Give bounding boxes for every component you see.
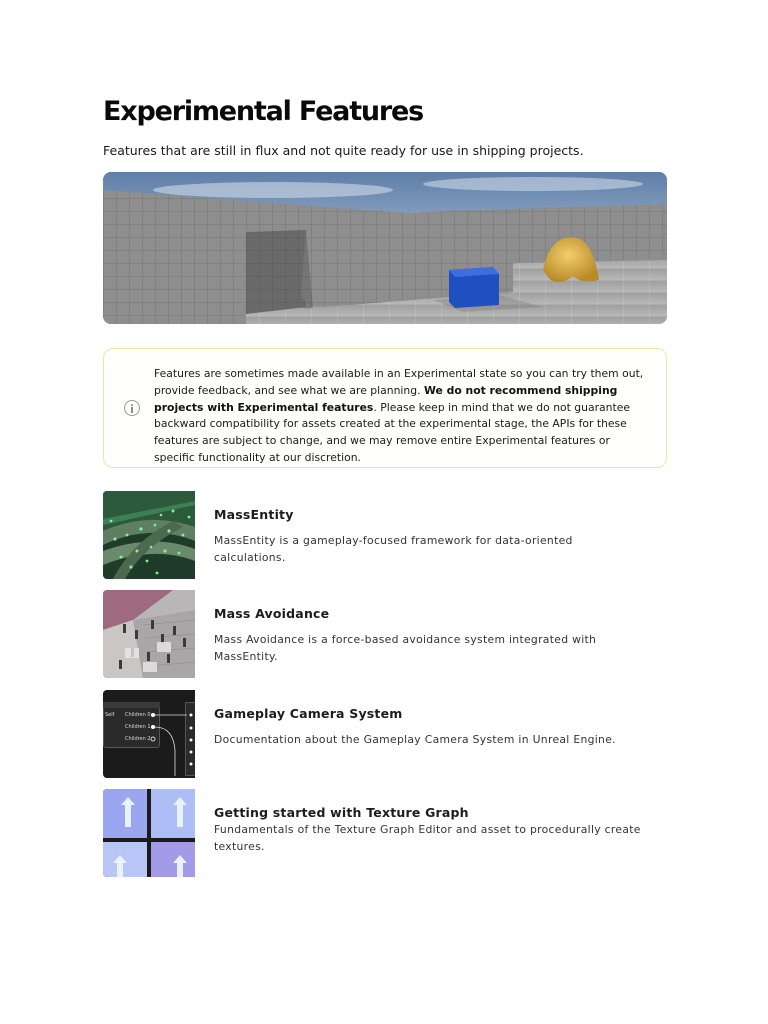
card-title[interactable]: MassEntity [214, 507, 294, 522]
node-label-children-2: Children 2 [125, 736, 151, 742]
card-description: Mass Avoidance is a force-based avoidance system integrated with MassEntity. [214, 633, 597, 663]
node-label-children-1: Children 1 [125, 724, 151, 730]
card-description: MassEntity is a gameplay-focused framework for data-oriented calculations. [214, 534, 573, 564]
feature-card-texture-graph[interactable] [103, 789, 667, 877]
experimental-warning-callout [103, 348, 667, 468]
node-label-self: Self [105, 712, 115, 718]
mass-avoidance-thumbnail[interactable] [103, 590, 195, 678]
card-title[interactable]: Gameplay Camera System [214, 706, 403, 721]
feature-card-massentity[interactable] [103, 491, 667, 579]
callout-text-rest: . Please keep in mind that we do not guarantee backward compatibility for assets created at the experimental stage, the APIs for these features are subject to change, and we may remove entire Experimental features or specific functionality at our discretion. [154, 400, 631, 464]
massentity-thumbnail[interactable] [103, 491, 195, 579]
page-subtitle: Features that are still in flux and not quite ready for use in shipping projects. [103, 143, 584, 158]
info-icon [124, 400, 140, 416]
callout-text-intro: Features are sometimes made available in an Experimental state so you can try them out, provide feedback, and see what we are planning. [154, 367, 644, 397]
page-title: Experimental Features [103, 96, 424, 127]
gameplay-camera-thumbnail[interactable] [103, 690, 195, 778]
callout-text-bold: We do not recommend shipping projects with Experimental features [154, 383, 618, 414]
feature-card-gameplay-camera-system[interactable] [103, 690, 667, 778]
hero-image [103, 172, 667, 324]
feature-card-mass-avoidance[interactable] [103, 590, 667, 678]
card-title[interactable]: Getting started with Texture Graph [214, 805, 469, 820]
callout-text [154, 366, 654, 467]
card-description: Fundamentals of the Texture Graph Editor and asset to procedurally create textures. [214, 823, 641, 853]
card-description: Documentation about the Gameplay Camera System in Unreal Engine. [214, 733, 616, 746]
texture-graph-thumbnail[interactable] [103, 789, 195, 877]
card-title[interactable]: Mass Avoidance [214, 606, 330, 621]
node-label-children-0: Children 0 [125, 712, 151, 718]
